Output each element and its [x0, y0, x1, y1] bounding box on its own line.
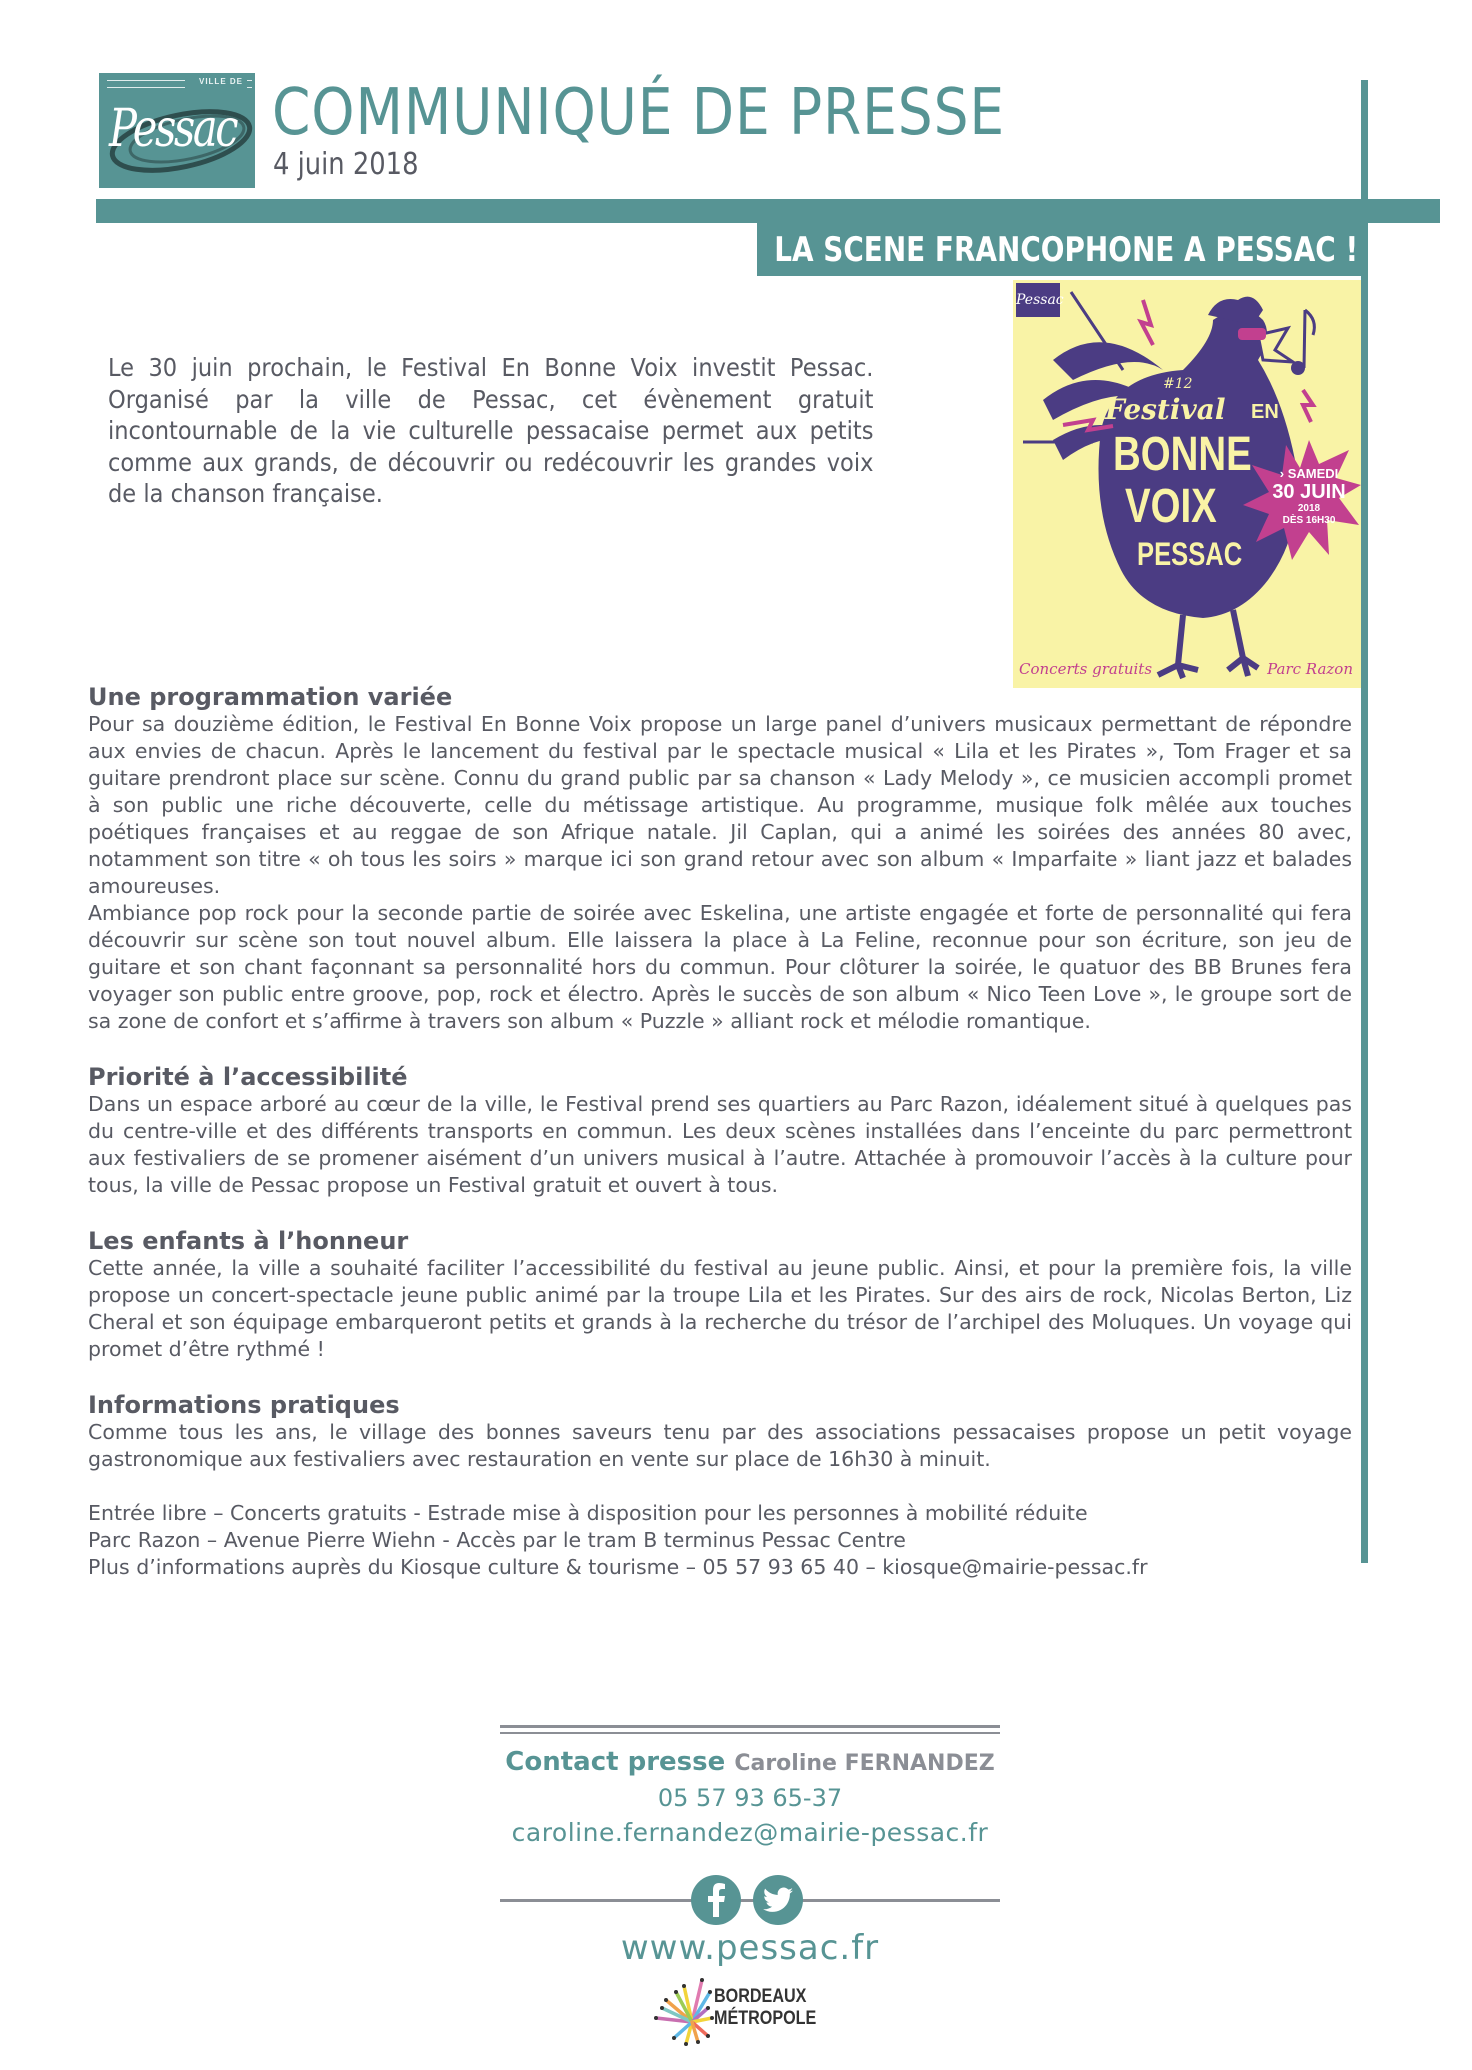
section-body: [88, 1419, 1352, 1473]
section: [88, 683, 1352, 1035]
section-body: [88, 1255, 1352, 1363]
publication-date: 4 juin 2018: [273, 147, 419, 182]
contact-label: Contact presse: [505, 1747, 726, 1777]
footer-rule: [500, 1725, 1000, 1728]
practical-info-line: Parc Razon – Avenue Pierre Wiehn - Accès par le tram B terminus Pessac Centre: [88, 1528, 906, 1552]
intro-paragraph: Le 30 juin prochain, le Festival En Bonne Voix investit Pessac. Organisé par la ville de Pessac, cet évènement gratuit incontournable de la vie culturelle pessacaise permet aux petits comme aux grands, de découvrir ou redécouvrir les grandes voix de la chanson française.: [108, 353, 874, 508]
logo-name: Pessac: [109, 99, 237, 159]
poster-bonne: BONNE: [1113, 428, 1252, 481]
header-band: [96, 199, 1440, 223]
poster-time: DÈS 16H30: [1282, 515, 1336, 526]
section-heading: Priorité à l’accessibilité: [88, 1063, 408, 1091]
poster-festival: Festival: [1105, 393, 1226, 426]
practical-info-line: Entrée libre – Concerts gratuits - Estrade mise à disposition pour les personnes à mobilité réduite: [88, 1501, 1088, 1525]
subtitle: LA SCENE FRANCOPHONE A PESSAC !: [774, 230, 1358, 270]
paragraph: Cette année, la ville a souhaité faciliter l’accessibilité du festival au jeune public. Ainsi, et pour la première fois, la ville propose un concert-spectacle jeune public animé par la troupe Lila et les Pirates. Sur des airs de rock, Nicolas Berton, Liz Cheral et son équipage embarqueront petits et grands à la recherche du trésor de l’archipel des Moluques. Un voyage qui promet d’être rythmé !: [88, 1256, 1352, 1361]
section-heading: Les enfants à l’honneur: [88, 1227, 409, 1255]
practical-info-line: Plus d’informations auprès du Kiosque culture & tourisme – 05 57 93 65 40 – kiosque@mairie-pessac.fr: [88, 1555, 1148, 1579]
section-heading: Informations pratiques: [88, 1391, 400, 1419]
contact-email[interactable]: caroline.fernandez@mairie-pessac.fr: [511, 1818, 989, 1847]
poster-voix: VOIX: [1125, 480, 1217, 533]
logo-rule: [247, 80, 252, 88]
paragraph: Pour sa douzième édition, le Festival En Bonne Voix propose un large panel d’univers musicaux permettant de répondre aux envies de chacun. Après le lancement du festival par le spectacle musical « Lila et les Pirates », Tom Frager et sa guitare prendront place sur scène. Connu du grand public par sa chanson « Lady Melody », ce musicien accompli promet à son public une riche découverte, celle du métissage artistique. Au programme, musique folk mêlée aux touches poétiques françaises et au reggae de son Afrique natale. Jil Caplan, qui a animé les soirées des années 80 avec, notamment son titre « oh tous les soirs » marque ici son grand retour avec son album « Imparfaite » liant jazz et balades amoureuses.: [88, 712, 1352, 898]
facebook-button[interactable]: [691, 1875, 741, 1925]
poster-pessac-logo: Pessac: [1016, 283, 1060, 317]
bordeaux-metropole-logo: [652, 1978, 852, 2048]
section: [88, 1391, 1352, 1473]
twitter-button[interactable]: [753, 1875, 803, 1925]
poster-date-badge: [1263, 466, 1355, 527]
section-body: [88, 711, 1352, 1035]
vertical-rule: [1361, 80, 1368, 1563]
poster-en: EN: [1251, 401, 1279, 423]
partner-logo-text: [714, 1986, 816, 2030]
paragraph: Comme tous les ans, le village des bonnes saveurs tenu par des associations pessacaises propose un petit voyage gastronomique aux festivaliers avec restauration en vente sur place de 16h30 à minuit.: [88, 1420, 1352, 1471]
press-contact: [500, 1746, 1000, 1780]
poster-footer-left: Concerts gratuits: [1019, 660, 1153, 678]
body-content: [88, 683, 1352, 1581]
page-title: COMMUNIQUÉ DE PRESSE: [272, 76, 1006, 150]
section: [88, 1227, 1352, 1363]
facebook-icon: [705, 1883, 727, 1917]
contact-name: Caroline FERNANDEZ: [734, 1751, 995, 1776]
poster-edition: #12: [1163, 376, 1193, 392]
section-body: [88, 1091, 1352, 1199]
social-rule: [500, 1899, 1000, 1902]
poster-year: 2018: [1297, 503, 1321, 514]
pessac-logo: [99, 73, 255, 188]
logo-prefix: VILLE DE: [198, 77, 243, 86]
footer-rule: [500, 1732, 1000, 1734]
logo-rule: [107, 80, 185, 88]
section: [88, 1063, 1352, 1199]
contact-phone[interactable]: 05 57 93 65-37: [657, 1784, 843, 1812]
poster-date: 30 JUIN: [1272, 481, 1346, 503]
poster-day: › SAMEDI: [1279, 466, 1339, 481]
starburst-icon: [652, 1978, 714, 2048]
partner-line1: BORDEAUX: [714, 1986, 807, 2007]
website-link[interactable]: www.pessac.fr: [620, 1928, 880, 1968]
paragraph: Ambiance pop rock pour la seconde partie de soirée avec Eskelina, une artiste engagée et forte de personnalité qui fera découvrir sur scène son tout nouvel album. Elle laissera la place à La Feline, reconnue pour son écriture, son jeu de guitare et son chant façonnant sa personnalité hors du commun. Pour clôturer la soirée, le quatuor des BB Brunes fera voyager son public entre groove, pop, rock et électro. Après le succès de son album « Nico Teen Love », le groupe sort de sa zone de confort et s’affirme à travers son album « Puzzle » alliant rock et mélodie romantique.: [88, 901, 1352, 1033]
subtitle-banner: [757, 223, 1368, 276]
twitter-icon: [763, 1887, 793, 1913]
section-heading: Une programmation variée: [88, 683, 453, 711]
paragraph: Dans un espace arboré au cœur de la ville, le Festival prend ses quartiers au Parc Razon, idéalement situé à quelques pas du centre-ville et des différents transports en commun. Les deux scènes installées dans l’enceinte du parc permettront aux festivaliers de se promener aisément d’un univers musical à l’autre. Attachée à promouvoir l’accès à la culture pour tous, la ville de Pessac propose un Festival gratuit et ouvert à tous.: [88, 1092, 1352, 1197]
practical-info: [88, 1500, 1352, 1581]
partner-line2: MÉTROPOLE: [714, 2008, 817, 2029]
poster-footer-right: Parc Razon: [1267, 660, 1353, 678]
festival-poster: [1013, 280, 1361, 688]
poster-pessac: PESSAC: [1137, 536, 1243, 572]
